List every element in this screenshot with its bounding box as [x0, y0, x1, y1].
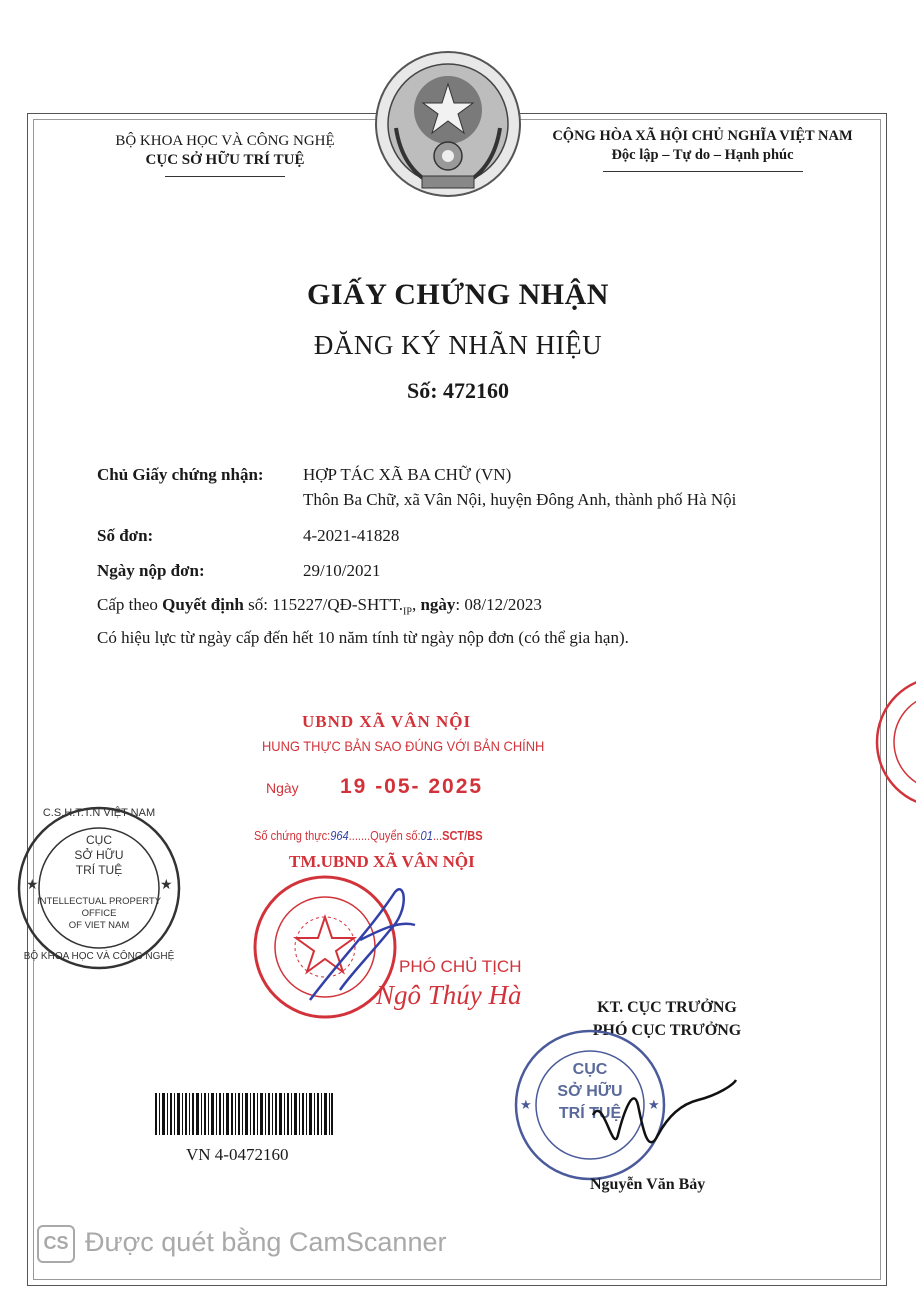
book-label: Quyển số:	[370, 828, 421, 843]
decision-date: : 08/12/2023	[455, 595, 542, 614]
signer-name: Nguyễn Văn Bảy	[590, 1176, 706, 1193]
certification-ref-line: Số chứng thực:964.......Quyển số:01...SCT/BS	[254, 828, 483, 843]
nation-header	[535, 127, 870, 172]
ip-seal-center	[14, 833, 184, 878]
watermark-text: Được quét bằng CamScanner	[85, 1227, 447, 1258]
office-name: CỤC SỞ HỮU TRÍ TUỆ	[145, 152, 305, 168]
decision-keyword: Quyết định	[162, 595, 244, 614]
certification-date-label: Ngày	[266, 780, 299, 796]
certification-date: 19 -05- 2025	[340, 775, 484, 798]
commune-signer-role: PHÓ CHỦ TỊCH	[399, 957, 522, 976]
decision-date-label: ngày	[420, 595, 456, 614]
validity-statement: Có hiệu lực từ ngày cấp đến hết 10 năm tính từ ngày nộp đơn (có thể gia hạn).	[97, 628, 629, 647]
ip-seal-english	[14, 896, 184, 932]
decision-comma: ,	[411, 595, 421, 614]
motto-underline	[603, 171, 803, 172]
scanner-watermark	[37, 1225, 446, 1263]
holder-label: Chủ Giấy chứng nhận:	[97, 465, 264, 484]
issuer-underline	[165, 176, 285, 177]
decision-line	[97, 595, 542, 622]
copy-certification-line: HUNG THỰC BẢN SAO ĐÚNG VỚI BẢN CHÍNH	[262, 738, 545, 754]
commune-signer-name: Ngô Thúy Hà	[376, 980, 522, 1010]
director-seal-line3: TRÍ TUỆ	[558, 1105, 622, 1122]
certification-ref-label: Số chứng thực:	[254, 828, 331, 843]
svg-text:★: ★	[520, 1097, 532, 1112]
ip-seal-en-line2: OFFICE	[81, 908, 117, 919]
holder-name: HỢP TÁC XÃ BA CHỮ (VN)	[303, 465, 512, 484]
svg-text:★: ★	[648, 1097, 660, 1112]
document-subtitle: ĐĂNG KÝ NHÃN HIỆU	[313, 330, 603, 360]
svg-text:★: ★	[160, 878, 173, 893]
ip-seal-top-text: C.S.H.T.T.N VIỆT NAM	[42, 807, 156, 819]
nation-name: CỘNG HÒA XÃ HỘI CHỦ NGHĨA VIỆT NAM	[552, 128, 853, 144]
ip-seal-line2: SỞ HỮU	[74, 848, 124, 862]
national-motto: Độc lập – Tự do – Hạnh phúc	[611, 147, 794, 163]
ip-office-seal	[14, 803, 184, 973]
decision-number: số: 115227/QĐ-SHTT.	[243, 595, 404, 614]
ip-seal-line3: TRÍ TUỆ	[75, 863, 123, 877]
national-emblem-icon	[372, 48, 524, 200]
barcode-label: VN 4-0472160	[186, 1145, 289, 1164]
barcode-icon	[155, 1093, 333, 1135]
filing-date-label: Ngày nộp đơn:	[97, 561, 205, 580]
ip-seal-line1: CỤC	[86, 833, 112, 847]
ip-seal-en-line1: INTELLECTUAL PROPERTY	[36, 896, 162, 907]
camscanner-logo-icon: CS	[37, 1225, 75, 1263]
svg-text:★: ★	[26, 878, 39, 893]
decision-prefix: Cấp theo	[97, 595, 163, 614]
director-seal-line2: SỞ HỮU	[557, 1083, 623, 1100]
certification-ref-number: 964	[330, 828, 349, 843]
signer-title-line1: KT. CỤC TRƯỞNG	[597, 999, 737, 1016]
director-signature-icon	[588, 1075, 738, 1165]
issuer-header	[60, 132, 390, 177]
decision-subscript: IP	[403, 606, 412, 618]
ip-seal-bottom-text: BỘ KHOA HỌC VÀ CÔNG NGHỆ	[23, 951, 175, 962]
edge-seal-icon	[872, 672, 916, 812]
application-number-label: Số đơn:	[97, 526, 154, 545]
director-seal-line1: CỤC	[572, 1061, 608, 1078]
application-number: 4-2021-41828	[303, 526, 400, 545]
ip-office-seal-ring-icon	[14, 803, 184, 973]
filing-date: 29/10/2021	[303, 561, 381, 580]
signer-title-line2: PHÓ CỤC TRƯỞNG	[592, 1022, 742, 1039]
certificate-number: Số: 472160	[406, 378, 510, 403]
document-title: GIẤY CHỨNG NHẬN	[307, 278, 609, 311]
holder-address: Thôn Ba Chữ, xã Vân Nội, huyện Đông Anh, thành phố Hà Nội	[303, 490, 737, 509]
book-number: 01	[420, 828, 433, 843]
book-suffix: SCT/BS	[442, 828, 483, 843]
ip-seal-en-line3: OF VIET NAM	[68, 920, 130, 931]
ministry-name: BỘ KHOA HỌC VÀ CÔNG NGHỆ	[115, 133, 335, 149]
commune-stamp-title: UBND XÃ VÂN NỘI	[302, 712, 472, 731]
commune-tm-line: TM.UBND XÃ VÂN NỘI	[289, 852, 475, 871]
